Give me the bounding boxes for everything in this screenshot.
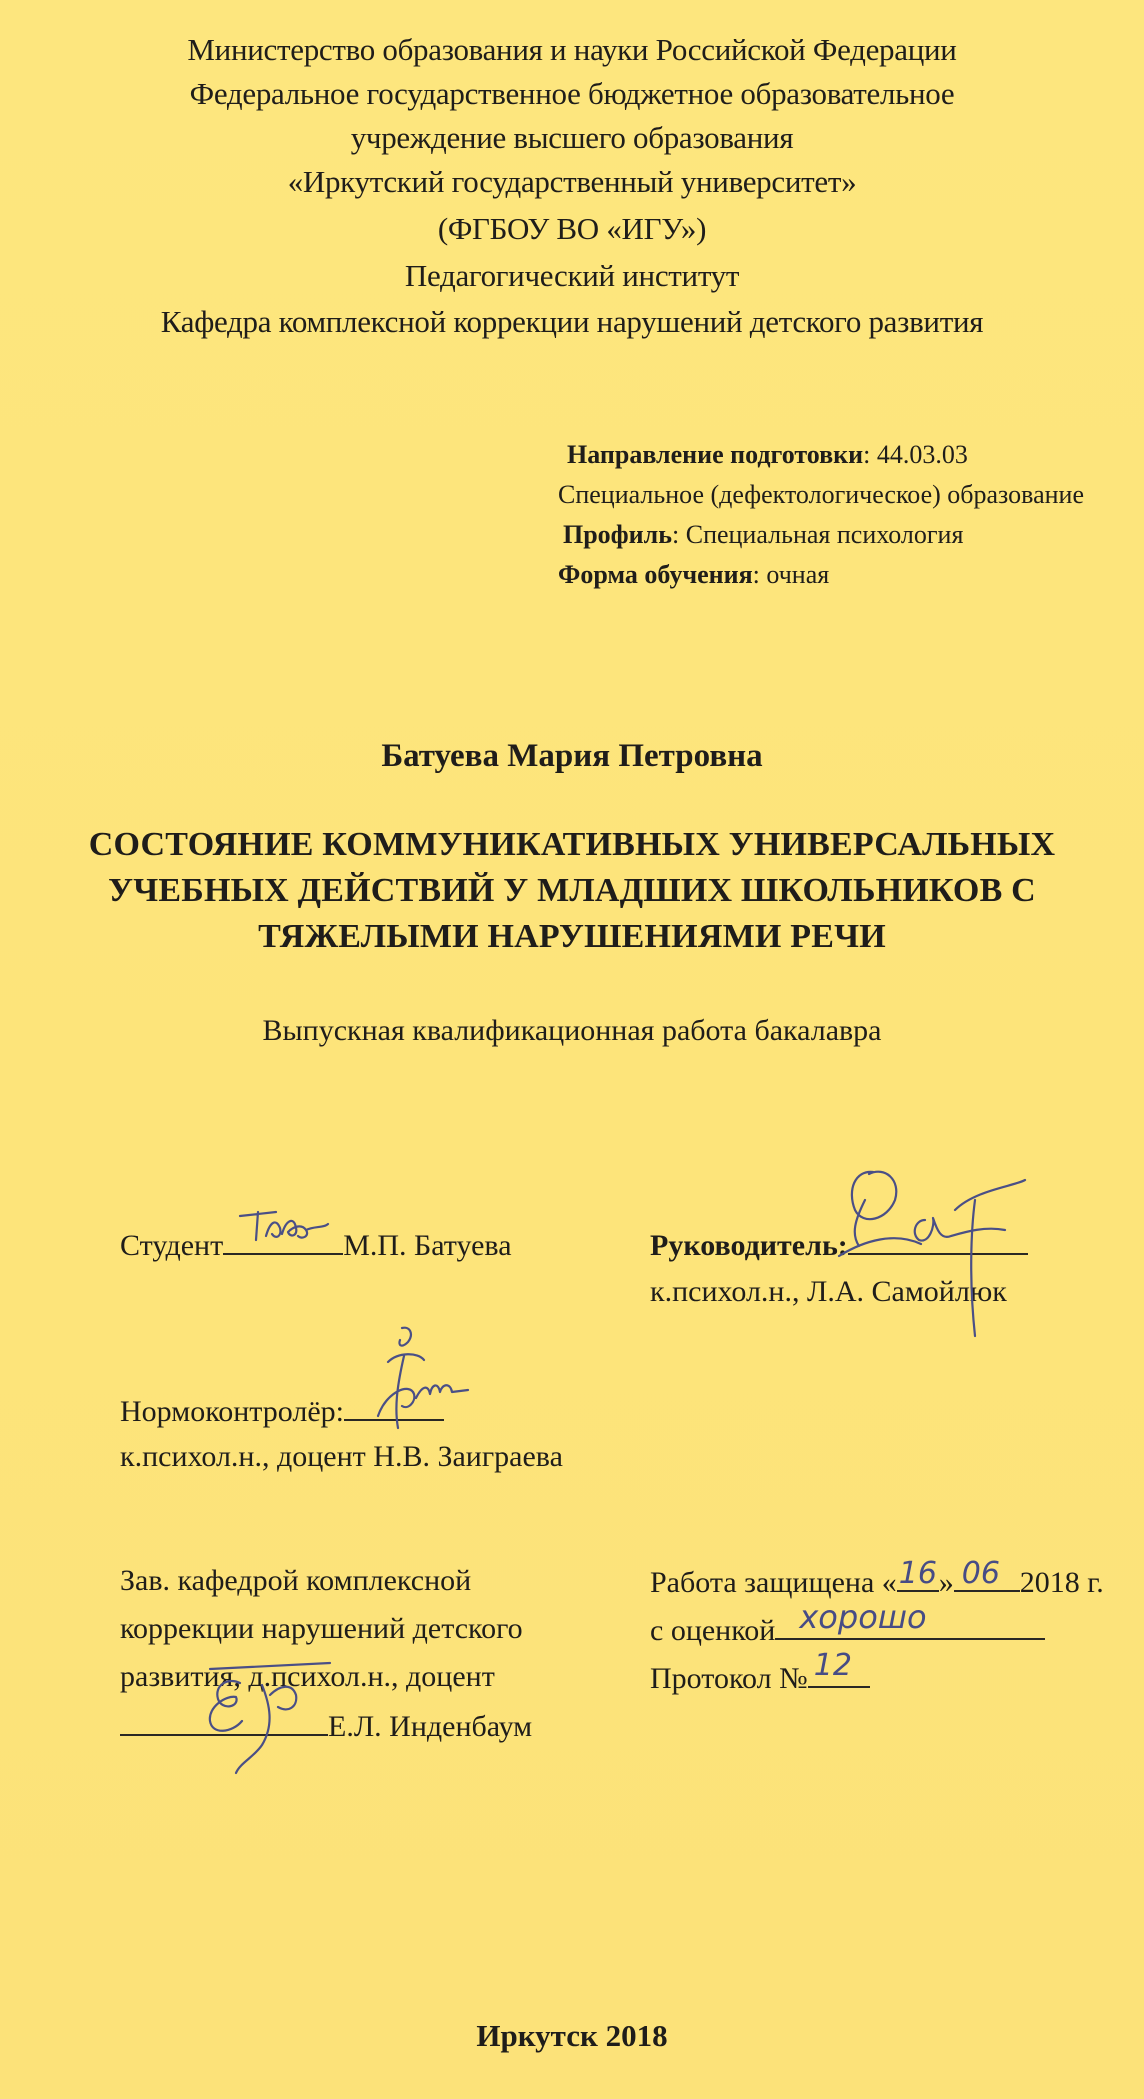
- defense-row: [650, 1556, 1104, 1600]
- student-label: Студент: [120, 1229, 224, 1262]
- head-line-2: коррекции нарушений детского: [120, 1612, 523, 1645]
- ministry-line: Министерство образования и науки Российской Федерации: [187, 32, 957, 67]
- university-abbr-line: (ФГБОУ ВО «ИГУ»): [437, 211, 707, 246]
- grade-row: [650, 1598, 1045, 1648]
- protocol-line: [808, 1648, 870, 1688]
- direction-name: Специальное (дефектологическое) образование: [558, 480, 1085, 509]
- defense-month: 06: [961, 1556, 1000, 1591]
- author-name: Батуева Мария Петровна: [381, 738, 763, 774]
- institute-line: Педагогический институт: [404, 258, 740, 293]
- student-signature: [236, 1206, 332, 1250]
- supervisor-label: Руководитель:: [650, 1229, 848, 1262]
- direction-row: [567, 440, 968, 470]
- defense-month-line: [954, 1556, 1020, 1592]
- normcontrol-signature: [358, 1322, 478, 1442]
- title-line-2: УЧЕБНЫХ ДЕЙСТВИЙ У МЛАДШИХ ШКОЛЬНИКОВ С: [108, 872, 1036, 909]
- education-level-line: учреждение высшего образования: [350, 120, 794, 155]
- normcontrol-details: к.психол.н., доцент Н.В. Заиграева: [120, 1440, 563, 1473]
- grade-value: хорошо: [799, 1598, 927, 1636]
- head-name: Е.Л. Инденбаум: [328, 1710, 533, 1743]
- university-name-line: «Иркутский государственный университет»: [287, 164, 857, 199]
- head-line-1: Зав. кафедрой комплексной: [120, 1564, 472, 1597]
- defense-day: 16: [898, 1556, 937, 1591]
- protocol-label: Протокол №: [650, 1662, 808, 1695]
- supervisor-signature: [825, 1160, 1035, 1350]
- city-year: Иркутск 2018: [476, 2018, 668, 2053]
- title-line-3: ТЯЖЕЛЫМИ НАРУШЕНИЯМИ РЕЧИ: [258, 918, 886, 955]
- grade-label: с оценкой: [650, 1614, 776, 1647]
- defense-mid: »: [938, 1566, 954, 1599]
- form-row: [558, 560, 829, 590]
- supervisor-details: к.психол.н., Л.А. Самойлюк: [650, 1275, 1007, 1308]
- university-type-line: Федеральное государственное бюджетное образовательное: [189, 76, 955, 111]
- form-value: : очная: [752, 560, 830, 589]
- head-line-3: развития, д.психол.н., доцент: [120, 1660, 495, 1693]
- protocol-number: 12: [813, 1648, 852, 1683]
- title-line-1: СОСТОЯНИЕ КОММУНИКАТИВНЫХ УНИВЕРСАЛЬНЫХ: [88, 826, 1056, 863]
- form-label: Форма обучения: [558, 560, 753, 589]
- grade-line: [775, 1598, 1045, 1640]
- normcontrol-label: Нормоконтролёр:: [120, 1395, 345, 1428]
- direction-value: : 44.03.03: [863, 440, 968, 469]
- defense-day-line: [897, 1556, 939, 1592]
- defense-prefix: Работа защищена «: [650, 1566, 897, 1599]
- student-name: М.П. Батуева: [343, 1229, 512, 1262]
- protocol-row: [650, 1648, 870, 1696]
- work-type: Выпускная квалификационная работа бакалавра: [262, 1014, 882, 1047]
- profile-row: [563, 520, 963, 550]
- profile-value: : Специальная психология: [672, 520, 964, 549]
- department-line: Кафедра комплексной коррекции нарушений детского развития: [160, 304, 984, 339]
- direction-label: Направление подготовки: [567, 440, 864, 469]
- profile-label: Профиль: [563, 520, 672, 549]
- defense-year: 2018 г.: [1019, 1566, 1104, 1599]
- head-signature: [170, 1655, 340, 1785]
